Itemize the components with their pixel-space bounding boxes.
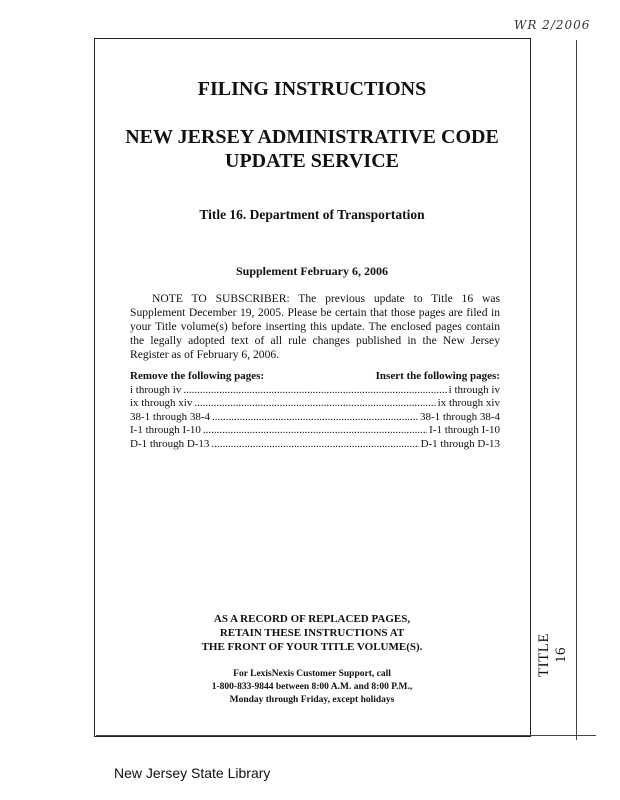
support-line2: 1-800-833-9844 between 8:00 A.M. and 8:00 P.M., — [211, 682, 413, 692]
code-title-line2: UPDATE SERVICE — [225, 150, 399, 172]
dot-leader — [211, 438, 418, 452]
page-replacement-list — [130, 370, 500, 451]
library-footer: New Jersey State Library — [114, 765, 271, 781]
remove-header: Remove the following pages: — [130, 370, 265, 382]
remove-pages: ix through xiv — [130, 397, 193, 409]
customer-support-info — [94, 668, 530, 707]
remove-pages: I-1 through I-10 — [130, 424, 201, 436]
bottom-edge-line — [96, 735, 596, 736]
remove-pages: D-1 through D-13 — [130, 437, 210, 450]
department-heading: Title 16. Department of Transportation — [199, 207, 425, 222]
document-title: FILING INSTRUCTIONS — [197, 78, 427, 100]
record-line2: RETAIN THESE INSTRUCTIONS AT — [219, 627, 405, 639]
code-title-line1: NEW JERSEY ADMINISTRATIVE CODE — [125, 126, 499, 148]
list-header — [130, 370, 500, 384]
dot-leader — [183, 384, 446, 398]
remove-pages: 38-1 through 38-4 — [130, 410, 211, 423]
supplement-date: Supplement February 6, 2006 — [235, 264, 388, 278]
title-tab-label: TITLE 16 — [536, 632, 569, 678]
insert-header: Insert the following pages: — [375, 370, 500, 382]
list-row — [130, 411, 500, 425]
subscriber-note: NOTE TO SUBSCRIBER: The previous update to Title 16 was Supplement December 19, 2005. Please be certain that those pages are filed in your Title volume(s) before inserting this update. The enclosed pages contain the legally adopted text of all rule changes published in the New Jersey Register as of February 6, 2006. — [130, 292, 500, 361]
dot-leader — [194, 397, 435, 411]
list-row — [130, 384, 500, 398]
list-row — [130, 397, 500, 411]
record-instructions — [94, 612, 530, 654]
tab-edge-line — [576, 40, 577, 740]
insert-pages: D-1 through D-13 — [420, 437, 500, 450]
dot-leader — [212, 411, 418, 425]
remove-pages: i through iv — [130, 383, 182, 396]
insert-pages: I-1 through I-10 — [429, 424, 500, 436]
insert-pages: 38-1 through 38-4 — [419, 410, 500, 423]
list-row — [130, 438, 500, 452]
handwritten-note: WR 2/2006 — [514, 18, 591, 32]
dot-leader — [203, 424, 427, 438]
insert-pages: i through iv — [448, 383, 500, 396]
support-line3: Monday through Friday, except holidays — [229, 695, 395, 705]
insert-pages: ix through xiv — [437, 397, 500, 409]
record-line3: THE FRONT OF YOUR TITLE VOLUME(S). — [201, 641, 423, 653]
support-line1: For LexisNexis Customer Support, call — [233, 669, 391, 679]
list-row — [130, 424, 500, 438]
frame-right-border — [530, 38, 531, 737]
record-line1: AS A RECORD OF REPLACED PAGES, — [213, 613, 411, 625]
